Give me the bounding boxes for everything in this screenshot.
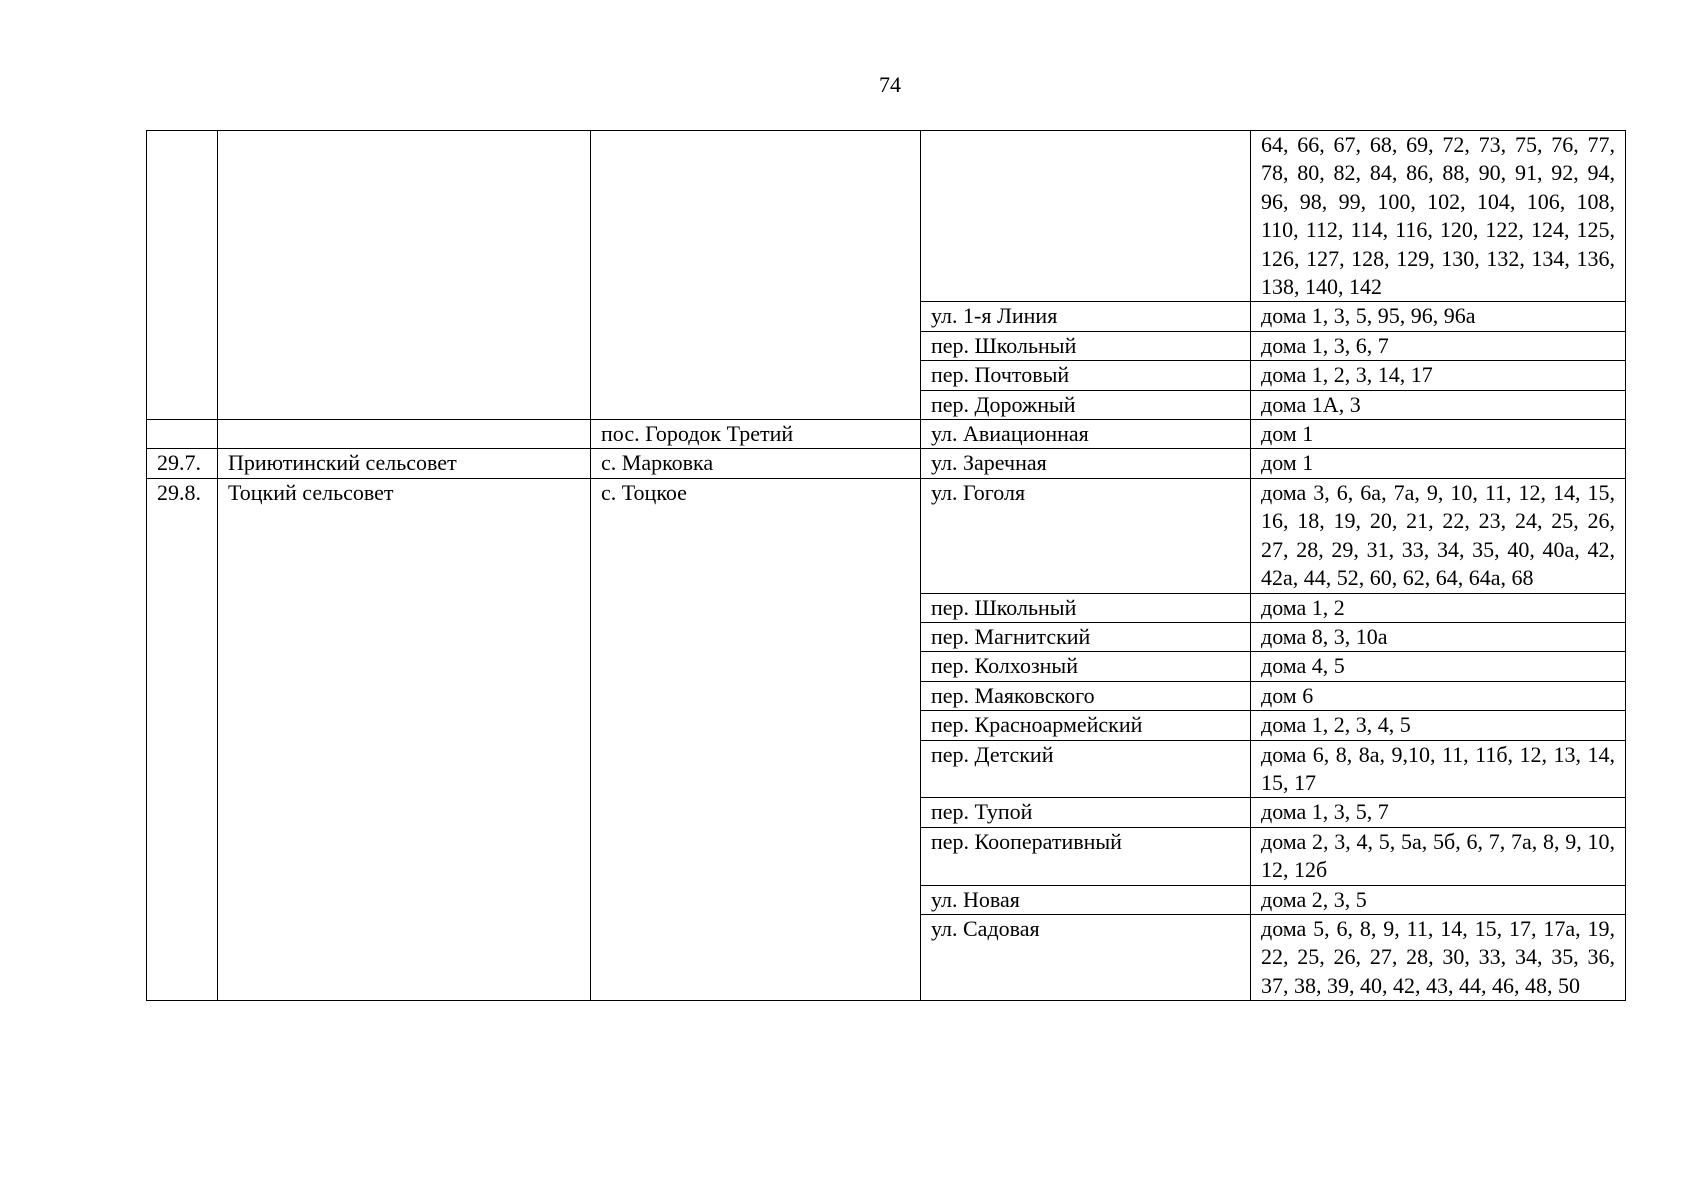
houses-cell: дома 2, 3, 4, 5, 5а, 5б, 6, 7, 7а, 8, 9, 10, 12, 12б (1251, 827, 1626, 885)
houses-cell: дома 2, 3, 5 (1251, 885, 1626, 914)
street-cell: ул. 1-я Линия (921, 302, 1251, 331)
council-cell (218, 131, 591, 420)
street-cell (921, 131, 1251, 302)
table-row (147, 449, 1626, 478)
settlement-cell: с. Тоцкое (591, 478, 921, 1000)
street-cell: пер. Магнитский (921, 622, 1251, 651)
street-cell: ул. Садовая (921, 914, 1251, 1000)
row-number-cell: 29.7. (147, 449, 218, 478)
table-row (147, 131, 1626, 302)
street-cell: пер. Красноармейский (921, 711, 1251, 740)
houses-cell: дома 1, 3, 5, 95, 96, 96а (1251, 302, 1626, 331)
houses-cell: дом 6 (1251, 681, 1626, 710)
council-cell: Тоцкий сельсовет (218, 478, 591, 1000)
table-row (147, 420, 1626, 449)
houses-cell: дома 8, 3, 10а (1251, 622, 1626, 651)
houses-cell: дома 5, 6, 8, 9, 11, 14, 15, 17, 17а, 19, 22, 25, 26, 27, 28, 30, 33, 34, 35, 36, 37, 38, 39, 40, 42, 43, 44, 46, 48, 50 (1251, 914, 1626, 1000)
houses-cell: 64, 66, 67, 68, 69, 72, 73, 75, 76, 77, 78, 80, 82, 84, 86, 88, 90, 91, 92, 94, 96, 98, 99, 100, 102, 104, 106, 108, 110, 112, 114, 116, 120, 122, 124, 125, 126, 127, 128, 129, 130, 132, 134, 136, 138, 140, 142 (1251, 131, 1626, 302)
settlement-cell: пос. Городок Третий (591, 420, 921, 449)
houses-cell: дома 3, 6, 6а, 7а, 9, 10, 11, 12, 14, 15, 16, 18, 19, 20, 21, 22, 23, 24, 25, 26, 27, 28, 29, 31, 33, 34, 35, 40, 40а, 42, 42а, 44, 52, 60, 62, 64, 64а, 68 (1251, 478, 1626, 593)
houses-cell: дома 1, 2 (1251, 593, 1626, 622)
houses-cell: дом 1 (1251, 420, 1626, 449)
street-cell: пер. Тупой (921, 798, 1251, 827)
address-table (146, 130, 1626, 1001)
houses-cell: дома 1, 3, 6, 7 (1251, 331, 1626, 360)
houses-cell: дома 4, 5 (1251, 652, 1626, 681)
street-cell: ул. Гоголя (921, 478, 1251, 593)
row-number-cell: 29.8. (147, 478, 218, 1000)
council-cell: Приютинский сельсовет (218, 449, 591, 478)
street-cell: ул. Новая (921, 885, 1251, 914)
street-cell: пер. Колхозный (921, 652, 1251, 681)
houses-cell: дома 6, 8, 8а, 9,10, 11, 11б, 12, 13, 14, 15, 17 (1251, 740, 1626, 798)
houses-cell: дома 1, 2, 3, 4, 5 (1251, 711, 1626, 740)
street-cell: пер. Детский (921, 740, 1251, 798)
street-cell: ул. Авиационная (921, 420, 1251, 449)
council-cell (218, 420, 591, 449)
houses-cell: дома 1А, 3 (1251, 390, 1626, 419)
street-cell: пер. Школьный (921, 331, 1251, 360)
houses-cell: дом 1 (1251, 449, 1626, 478)
row-number-cell (147, 420, 218, 449)
street-cell: пер. Кооперативный (921, 827, 1251, 885)
settlement-cell: с. Марковка (591, 449, 921, 478)
page-number: 74 (879, 72, 901, 97)
street-cell: пер. Дорожный (921, 390, 1251, 419)
houses-cell: дома 1, 3, 5, 7 (1251, 798, 1626, 827)
street-cell: пер. Почтовый (921, 361, 1251, 390)
houses-cell: дома 1, 2, 3, 14, 17 (1251, 361, 1626, 390)
settlement-cell (591, 131, 921, 420)
street-cell: пер. Маяковского (921, 681, 1251, 710)
street-cell: пер. Школьный (921, 593, 1251, 622)
street-cell: ул. Заречная (921, 449, 1251, 478)
table-row (147, 478, 1626, 593)
row-number-cell (147, 131, 218, 420)
